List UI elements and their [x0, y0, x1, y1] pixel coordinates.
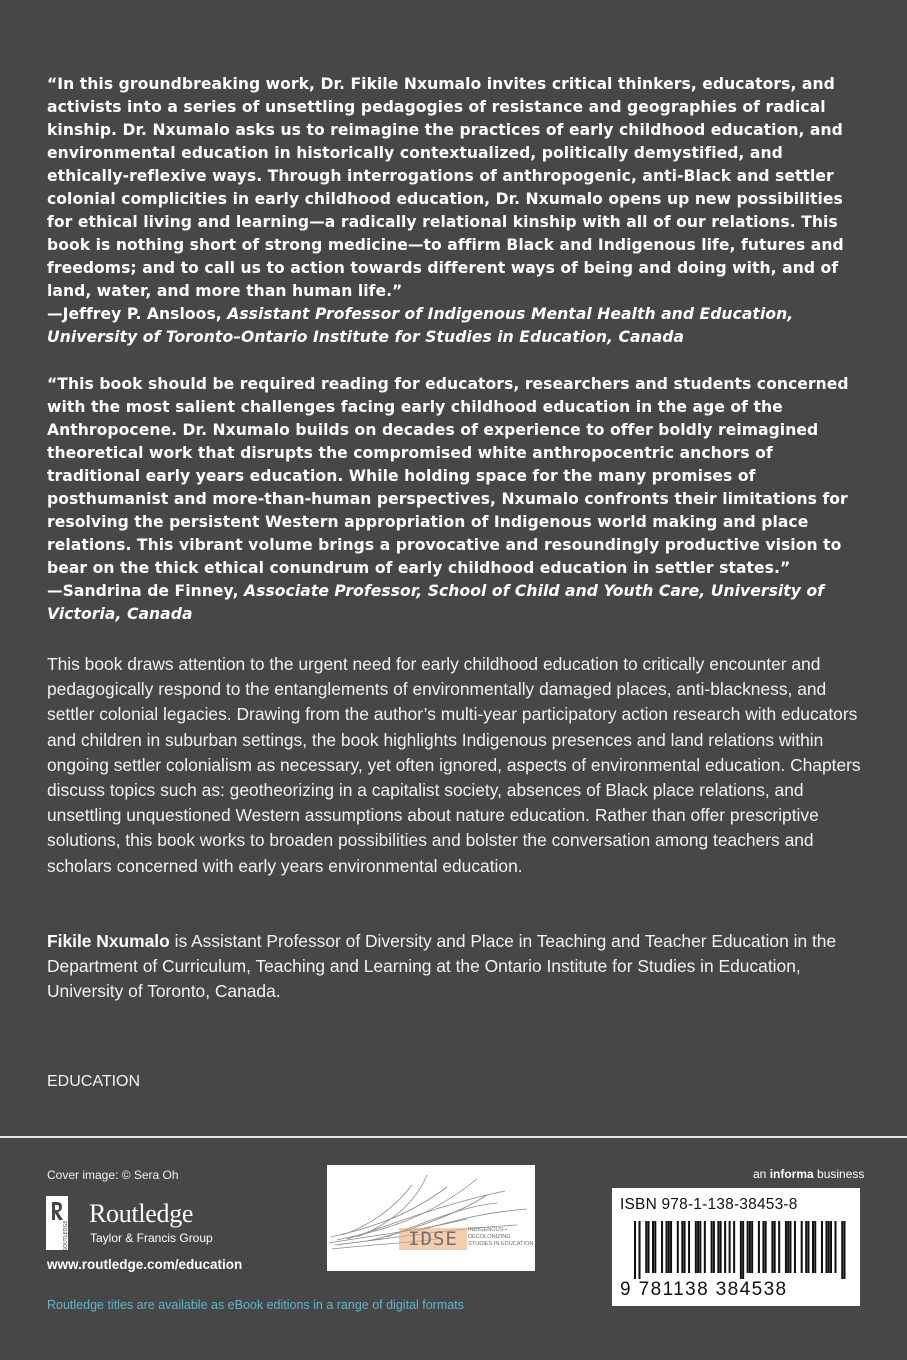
routledge-mark-icon	[46, 1196, 68, 1250]
barcode-bar	[834, 1221, 836, 1273]
barcode-bar	[652, 1221, 654, 1273]
barcode-bar	[821, 1221, 823, 1273]
series-abbreviation: IDSE	[408, 1228, 458, 1250]
subject-category: EDUCATION	[47, 1073, 141, 1090]
barcode-bars-icon	[634, 1221, 848, 1279]
quote-attribution	[47, 303, 862, 349]
barcode-bar	[697, 1221, 699, 1273]
barcode-bar	[785, 1221, 787, 1273]
ebook-note: Routledge titles are available as eBook editions in a range of digital formats	[47, 1298, 464, 1312]
barcode-bar	[720, 1221, 722, 1273]
barcode-bar	[789, 1221, 791, 1273]
quote-attribution	[47, 580, 862, 626]
isbn-label: ISBN 978-1-138-38453-8	[620, 1196, 798, 1213]
informa-suffix: business	[813, 1167, 865, 1181]
barcode-bar	[774, 1221, 776, 1273]
series-logo	[327, 1165, 535, 1271]
endorsement-quote-2	[47, 373, 862, 626]
barcode-bar	[751, 1221, 753, 1273]
barcode-bar	[828, 1221, 830, 1273]
barcode-bar	[670, 1221, 672, 1273]
barcode-bar	[717, 1221, 719, 1273]
isbn-barcode	[612, 1188, 860, 1306]
series-full-name: INDIGENOUS • DECOLONIZING STUDIES IN EDUCATION	[468, 1227, 534, 1247]
author-name: Fikile Nxumalo	[47, 931, 170, 951]
barcode-bar	[794, 1221, 796, 1273]
barcode-bar	[801, 1221, 803, 1273]
barcode-bar	[661, 1221, 663, 1273]
barcode-bar	[713, 1221, 715, 1273]
barcode-bar	[749, 1221, 751, 1273]
barcode-bar	[830, 1221, 832, 1273]
barcode-bar	[688, 1221, 690, 1273]
barcode-bar	[681, 1221, 683, 1273]
barcode-bar	[634, 1221, 636, 1279]
barcode-digits: 9 781138 384538	[620, 1279, 788, 1300]
barcode-bar	[733, 1221, 735, 1273]
barcode-bar	[747, 1221, 749, 1273]
barcode-bar	[704, 1221, 706, 1273]
barcode-bar	[684, 1221, 686, 1273]
barcode-bar	[758, 1221, 760, 1273]
barcode-bar	[645, 1221, 647, 1273]
barcode-bar	[742, 1221, 744, 1279]
barcode-bar	[841, 1221, 843, 1279]
barcode-bar	[805, 1221, 807, 1273]
book-description: This book draws attention to the urgent need for early childhood education to critically encounter and pedagogically respond to the entanglements of environmentally damaged places, anti-blackness, and settler colonial legacies. Drawing from the author’s multi-year participatory action research with educators and children in suburban settings, the book highlights Indigenous presences and land relations within ongoing settler colonialism as necessary, yet often ignored, aspects of environmental education. Chapters discuss topics such as: geotheorizing in a capitalist society, absences of Black place relations, and unsettling unquestioned Western assumptions about nature education. Rather than offer prescriptive solutions, this book works to broaden possibilities and bolster the conversation among teachers and scholars concerned with early years environmental education.	[47, 654, 861, 876]
barcode-bar	[677, 1221, 679, 1273]
publisher-name: Routledge	[89, 1199, 194, 1228]
author-bio	[47, 929, 862, 1005]
cover-credit: Cover image: © Sera Oh	[47, 1168, 179, 1182]
grass-sketch-icon	[327, 1165, 535, 1271]
quote-text: “This book should be required reading for educators, researchers and students concerned with the most salient challenges facing early childhood education in the age of the Anthropocene. Dr. Nxumalo builds on decades of experience to offer boldly reimagined theoretical work that disrupts the compromised white anthropocentric anchors of traditional early years education. While holding space for the many promises of posthumanist and more-than-human perspectives, Nxumalo confronts their limitations for resolving the persistent Western appropriation of Indigenous world making and place relations. This vibrant volume brings a provocative and resoundingly productive vision to bear on the thick ethical conundrum of early childhood education in settler states.”	[47, 375, 849, 577]
barcode-bar	[666, 1221, 668, 1273]
barcode-bar	[668, 1221, 670, 1273]
barcode-bar	[724, 1221, 726, 1273]
quote-affiliation: Assistant Professor of Indigenous Mental Health and Education, University of Toronto–Ontario Institute for Studies in Education, Canada	[47, 305, 794, 346]
barcode-bar	[843, 1221, 845, 1279]
barcode-bar	[771, 1221, 773, 1273]
footer-divider	[0, 1136, 907, 1138]
barcode-bar	[825, 1221, 827, 1273]
barcode-bar	[729, 1221, 731, 1273]
barcode-bar	[787, 1221, 789, 1273]
barcode-bar	[654, 1221, 656, 1273]
barcode-bar	[765, 1221, 767, 1273]
svg-text:ROUTLEDGE: ROUTLEDGE	[63, 1220, 69, 1252]
informa-prefix: an	[753, 1167, 770, 1181]
barcode-bar	[778, 1221, 780, 1273]
barcode-bar	[807, 1221, 809, 1273]
barcode-bar	[740, 1221, 742, 1279]
publisher-group: Taylor & Francis Group	[90, 1231, 213, 1245]
barcode-bar	[639, 1221, 641, 1279]
author-bio-text: is Assistant Professor of Diversity and Place in Teaching and Teacher Education in the Department of Curriculum, Teaching and Learning at the Ontario Institute for Studies in Education, University of Toronto, Canada.	[47, 931, 837, 1002]
quote-author: —Sandrina de Finney,	[47, 582, 239, 600]
quote-author: —Jeffrey P. Ansloos,	[47, 305, 222, 323]
barcode-bar	[812, 1221, 814, 1273]
barcode-bar	[814, 1221, 816, 1273]
barcode-bar	[695, 1221, 697, 1273]
publisher-url-link[interactable]: www.routledge.com/education	[47, 1257, 243, 1272]
endorsement-quote-1	[47, 73, 862, 349]
quote-text: “In this groundbreaking work, Dr. Fikile Nxumalo invites critical thinkers, educators, and activists into a series of unsettling pedagogies of resistance and geographies of radical kinship. Dr. Nxumalo asks us to reimagine the practices of early childhood education, and environmental education in historically contextualized, politically demystified, and ethically-reflexive ways. Through interrogations of anthropogenic, anti-Black and settler colonial complicities in early childhood education, Dr. Nxumalo opens up new possibilities for ethical living and learning—a radically relational kinship with all of our relations. This book is nothing short of strong medicine—to affirm Black and Indigenous life, futures and freedoms; and to call us to action towards different ways of being and doing with, and of land, water, and more than human life.”	[47, 75, 844, 300]
barcode-bar	[699, 1221, 701, 1273]
barcode-bar	[711, 1221, 713, 1273]
quote-affiliation: Associate Professor, School of Child and Youth Care, University of Victoria, Canada	[47, 582, 825, 623]
barcode-bar	[648, 1221, 650, 1273]
barcode-bar	[762, 1221, 764, 1273]
informa-business-label	[753, 1167, 864, 1181]
informa-brand: informa	[769, 1167, 814, 1181]
publisher-logo	[46, 1196, 266, 1252]
